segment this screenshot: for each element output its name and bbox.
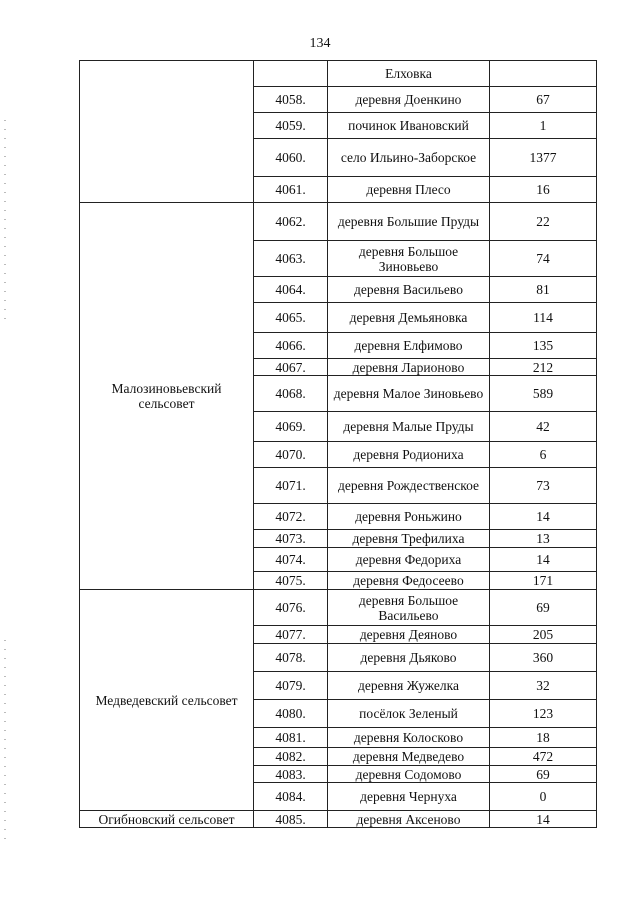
settlement-name: деревня Елфимово — [328, 333, 490, 359]
table-row — [80, 811, 597, 828]
population-count: 74 — [490, 241, 597, 277]
population-count: 171 — [490, 572, 597, 590]
population-count: 13 — [490, 530, 597, 548]
row-number: 4079. — [254, 672, 328, 700]
settlement-name: деревня Аксеново — [328, 811, 490, 828]
row-number: 4080. — [254, 700, 328, 728]
settlement-name: село Ильино-Заборское — [328, 139, 490, 177]
population-count: 212 — [490, 359, 597, 376]
settlement-name: деревня Большое Зиновьево — [328, 241, 490, 277]
settlement-name: деревня Трефилиха — [328, 530, 490, 548]
row-number: 4061. — [254, 177, 328, 203]
row-number: 4062. — [254, 203, 328, 241]
row-number: 4083. — [254, 766, 328, 783]
settlement-name: деревня Чернуха — [328, 783, 490, 811]
row-number: 4085. — [254, 811, 328, 828]
table-row — [80, 590, 597, 626]
population-count: 32 — [490, 672, 597, 700]
population-count: 73 — [490, 468, 597, 504]
settlement-name: деревня Деяново — [328, 626, 490, 644]
settlement-name: деревня Медведево — [328, 748, 490, 766]
row-number: 4081. — [254, 728, 328, 748]
population-count: 14 — [490, 504, 597, 530]
settlement-name: деревня Роньжино — [328, 504, 490, 530]
settlement-name: деревня Ларионово — [328, 359, 490, 376]
row-number: 4076. — [254, 590, 328, 626]
row-number: 4065. — [254, 303, 328, 333]
population-count: 22 — [490, 203, 597, 241]
settlement-name: деревня Васильево — [328, 277, 490, 303]
population-count: 114 — [490, 303, 597, 333]
council-name — [80, 61, 254, 203]
margin-scan-marks — [4, 120, 6, 320]
row-number: 4071. — [254, 468, 328, 504]
council-name: Медведевский сельсовет — [80, 590, 254, 811]
row-number: 4084. — [254, 783, 328, 811]
table-row — [80, 61, 597, 87]
row-number: 4059. — [254, 113, 328, 139]
settlement-name: посёлок Зеленый — [328, 700, 490, 728]
population-count: 1 — [490, 113, 597, 139]
population-count: 589 — [490, 376, 597, 412]
row-number — [254, 61, 328, 87]
settlement-name: починок Ивановский — [328, 113, 490, 139]
settlement-name: деревня Дьяково — [328, 644, 490, 672]
population-count: 81 — [490, 277, 597, 303]
settlement-name: деревня Демьяновка — [328, 303, 490, 333]
population-count: 69 — [490, 766, 597, 783]
settlement-name: деревня Содомово — [328, 766, 490, 783]
settlements-table — [79, 60, 597, 828]
row-number: 4066. — [254, 333, 328, 359]
population-count — [490, 61, 597, 87]
settlement-name: деревня Колосково — [328, 728, 490, 748]
row-number: 4070. — [254, 442, 328, 468]
row-number: 4064. — [254, 277, 328, 303]
council-name: Малозиновьевский сельсовет — [80, 203, 254, 590]
population-count: 360 — [490, 644, 597, 672]
margin-scan-marks — [4, 640, 6, 840]
page-number: 134 — [309, 36, 331, 51]
settlement-name: Елховка — [328, 61, 490, 87]
settlement-name: деревня Малые Пруды — [328, 412, 490, 442]
council-name: Огибновский сельсовет — [80, 811, 254, 828]
row-number: 4067. — [254, 359, 328, 376]
row-number: 4069. — [254, 412, 328, 442]
population-count: 1377 — [490, 139, 597, 177]
settlement-name: деревня Федориха — [328, 548, 490, 572]
row-number: 4068. — [254, 376, 328, 412]
settlement-name: деревня Плесо — [328, 177, 490, 203]
settlement-name: деревня Федосеево — [328, 572, 490, 590]
population-count: 472 — [490, 748, 597, 766]
settlement-name: деревня Большое Васильево — [328, 590, 490, 626]
row-number: 4060. — [254, 139, 328, 177]
row-number: 4074. — [254, 548, 328, 572]
row-number: 4082. — [254, 748, 328, 766]
row-number: 4075. — [254, 572, 328, 590]
population-count: 14 — [490, 811, 597, 828]
settlement-name: деревня Доенкино — [328, 87, 490, 113]
population-count: 16 — [490, 177, 597, 203]
row-number: 4063. — [254, 241, 328, 277]
population-count: 135 — [490, 333, 597, 359]
population-count: 123 — [490, 700, 597, 728]
population-count: 0 — [490, 783, 597, 811]
row-number: 4073. — [254, 530, 328, 548]
row-number: 4058. — [254, 87, 328, 113]
table-row — [80, 203, 597, 241]
settlement-name: деревня Большие Пруды — [328, 203, 490, 241]
row-number: 4077. — [254, 626, 328, 644]
population-count: 69 — [490, 590, 597, 626]
row-number: 4072. — [254, 504, 328, 530]
population-count: 6 — [490, 442, 597, 468]
population-count: 18 — [490, 728, 597, 748]
population-count: 42 — [490, 412, 597, 442]
settlement-name: деревня Родиониха — [328, 442, 490, 468]
population-count: 205 — [490, 626, 597, 644]
settlement-name: деревня Рождественское — [328, 468, 490, 504]
population-count: 67 — [490, 87, 597, 113]
settlement-name: деревня Малое Зиновьево — [328, 376, 490, 412]
row-number: 4078. — [254, 644, 328, 672]
settlement-name: деревня Жужелка — [328, 672, 490, 700]
population-count: 14 — [490, 548, 597, 572]
